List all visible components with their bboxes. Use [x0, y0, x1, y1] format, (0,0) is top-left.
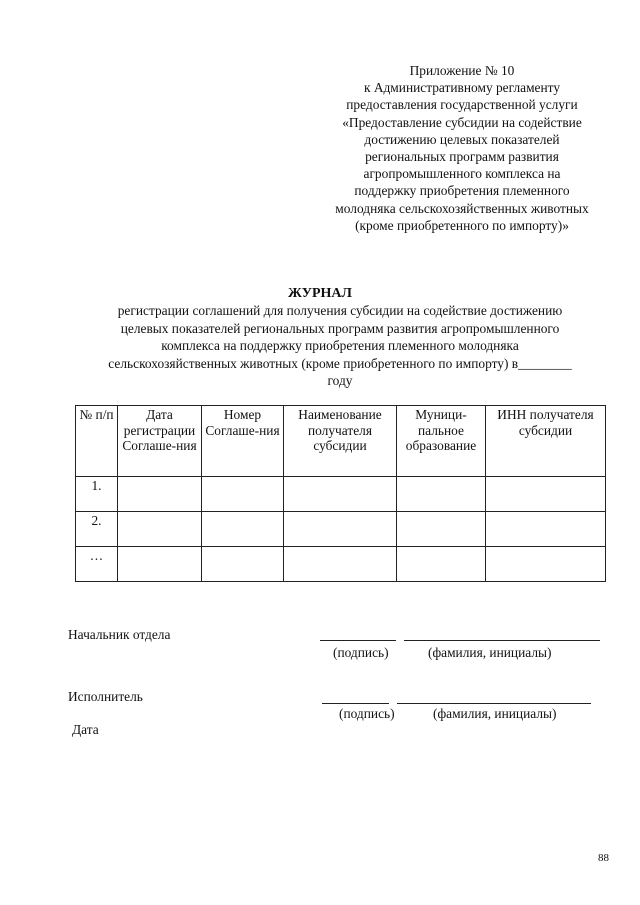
table-header-row	[76, 406, 606, 477]
table-cell	[284, 512, 397, 547]
executor-name-line	[397, 703, 591, 704]
appendix-line: молодняка сельскохозяйственных животных	[335, 200, 589, 216]
head-of-department-label: Начальник отдела	[68, 627, 171, 642]
table-cell	[486, 477, 606, 512]
journal-title: ЖУРНАЛ	[288, 286, 352, 301]
appendix-line: к Административному регламенту	[363, 80, 561, 96]
appendix-line: достижению целевых показателей	[364, 131, 560, 147]
table-cell	[202, 477, 284, 512]
subtitle-line: целевых показателей региональных программ развития агропромышленного	[120, 320, 560, 336]
appendix-line: предоставления государственной услуги	[346, 97, 578, 113]
executor-signature-line	[322, 703, 389, 704]
table-row	[76, 477, 606, 512]
column-header-inn: ИНН получателя субсидии	[486, 406, 606, 477]
column-header-municipality: Муници-пальное образование	[397, 406, 486, 477]
subtitle-line: регистрации соглашений для получения субсидии на содействие достижению	[117, 303, 563, 318]
subtitle-line: сельскохозяйственных животных (кроме приобретенного по импорту) в________	[108, 355, 572, 371]
table-cell	[397, 547, 486, 582]
executor-name-caption: (фамилия, инициалы)	[433, 706, 557, 721]
head-signature-line	[320, 640, 396, 641]
table-row	[76, 512, 606, 547]
appendix-line: агропромышленного комплекса на	[363, 166, 561, 182]
table-cell	[118, 512, 202, 547]
executor-signature-caption: (подпись)	[339, 706, 395, 721]
table-cell	[202, 547, 284, 582]
registration-table	[75, 405, 606, 582]
table-row	[76, 547, 606, 582]
appendix-line: (кроме приобретенного по импорту)»	[355, 217, 569, 233]
subtitle-line: году	[327, 373, 353, 388]
table-cell	[202, 512, 284, 547]
appendix-line: Приложение № 10	[409, 63, 515, 78]
table-cell	[118, 477, 202, 512]
date-label: Дата	[72, 722, 99, 737]
column-header-date: Дата регистрации Соглаше-ния	[118, 406, 202, 477]
appendix-header	[300, 62, 624, 234]
table-cell	[486, 512, 606, 547]
column-header-number: № п/п	[76, 406, 118, 477]
journal-subtitle	[60, 302, 620, 390]
appendix-line: поддержку приобретения племенного	[354, 183, 570, 199]
table-cell	[486, 547, 606, 582]
table-cell: 1.	[76, 477, 118, 512]
table-cell	[284, 477, 397, 512]
head-name-caption: (фамилия, инициалы)	[428, 645, 552, 660]
appendix-line: «Предоставление субсидии на содействие	[342, 114, 582, 130]
table-cell	[118, 547, 202, 582]
table-cell: …	[76, 547, 118, 582]
table-cell	[397, 512, 486, 547]
subtitle-line: комплекса на поддержку приобретения племенного молодняка	[161, 338, 519, 353]
page-number: 88	[598, 852, 609, 864]
executor-label: Исполнитель	[68, 689, 143, 704]
head-name-line	[404, 640, 600, 641]
table-cell	[284, 547, 397, 582]
column-header-recipient-name: Наименование получателя субсидии	[284, 406, 397, 477]
head-signature-caption: (подпись)	[333, 645, 389, 660]
column-header-agreement-number: Номер Соглаше-ния	[202, 406, 284, 477]
table-cell: 2.	[76, 512, 118, 547]
table-cell	[397, 477, 486, 512]
appendix-line: региональных программ развития	[365, 149, 559, 165]
